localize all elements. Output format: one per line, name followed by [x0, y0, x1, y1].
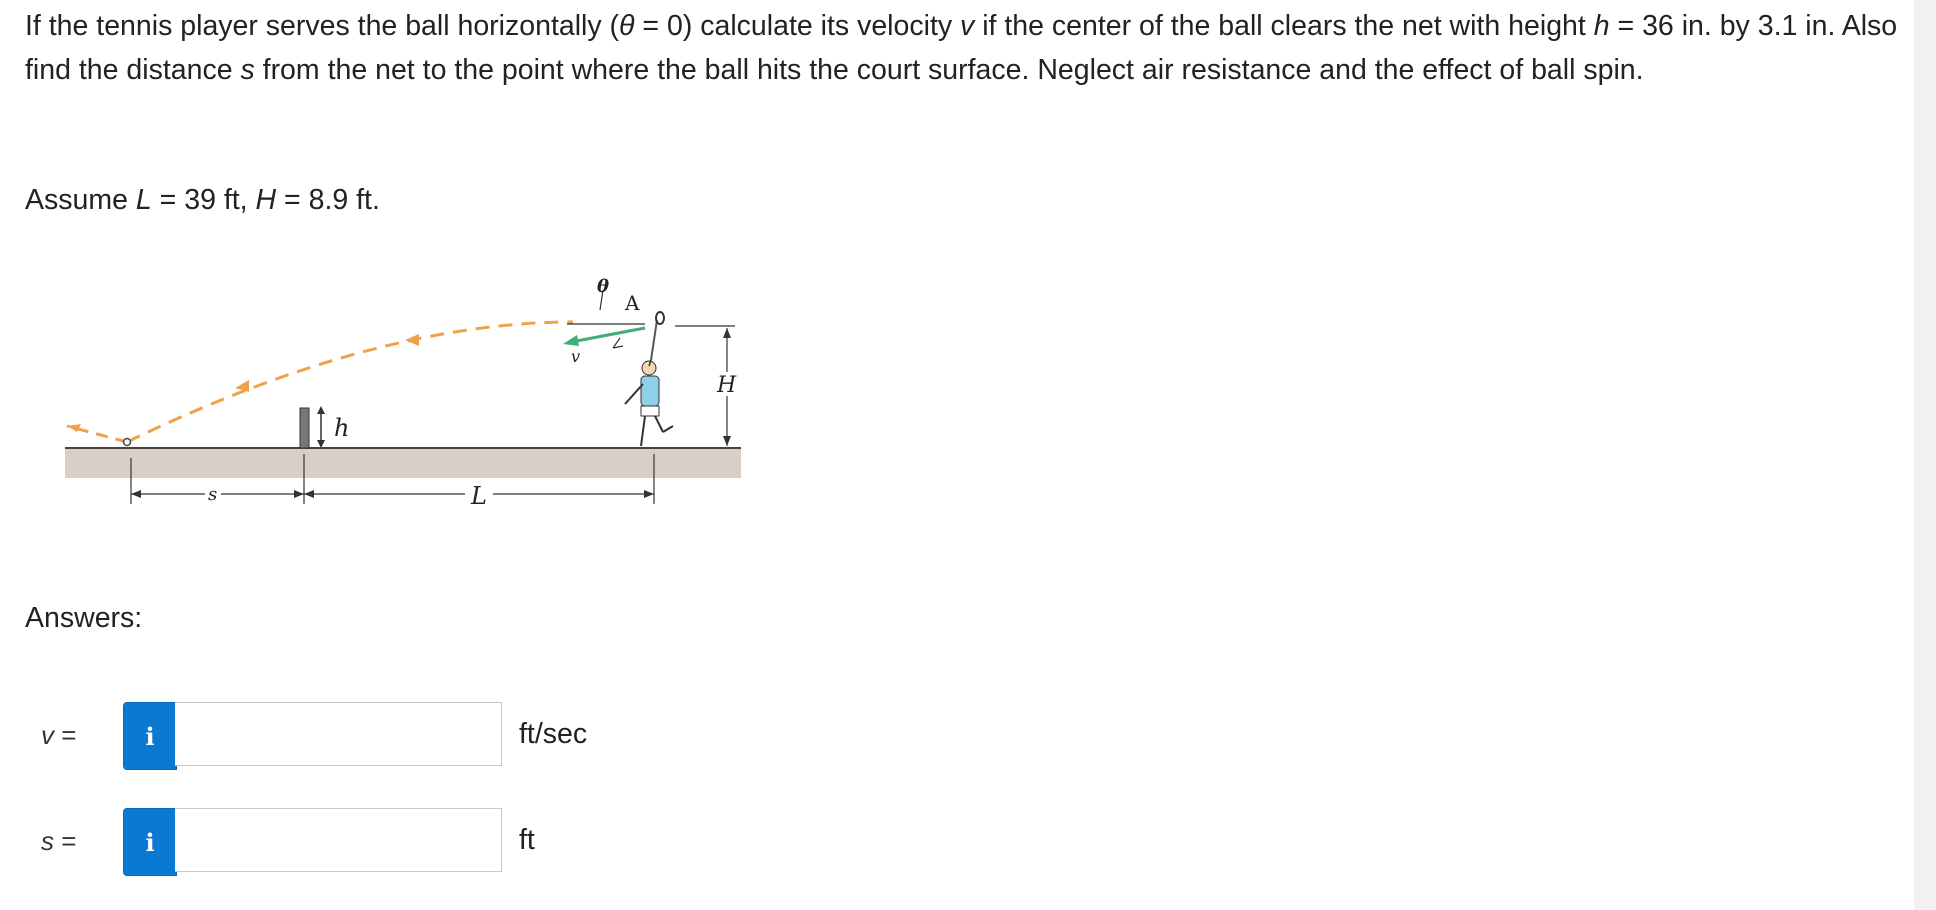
s-arrow-left: [131, 490, 141, 498]
racket-head: [656, 312, 664, 324]
question-text: [25, 4, 1905, 92]
L-label: L: [471, 482, 487, 510]
assumption-var-H: H: [255, 184, 277, 216]
question-text-part: = 36 in. by 3.1 in. Also find the distance: [25, 10, 1898, 86]
net-post: [300, 408, 309, 448]
s-arrow-right: [294, 490, 304, 498]
answer-label-v: [41, 718, 76, 752]
player-head: [642, 361, 656, 375]
court-ground: [65, 448, 741, 478]
assumption-part: Assume: [25, 184, 136, 216]
net-height-arrow-up: [317, 406, 325, 414]
net-height-arrow-down: [317, 440, 325, 448]
answer-var-v: v: [41, 720, 54, 750]
h-label: h: [334, 414, 350, 442]
L-arrow-left: [304, 490, 314, 498]
ball-impact-point: [124, 439, 131, 446]
H-arrow-down: [723, 436, 731, 446]
player-shorts: [641, 406, 659, 416]
info-button-s[interactable]: i: [123, 808, 177, 876]
question-text-part: from the net to the point where the ball hits the court surface. Neglect air resistance and the effect of ball spin.: [254, 54, 1644, 86]
assumption-part: = 39 ft,: [151, 184, 256, 216]
answer-input-s[interactable]: [175, 808, 502, 872]
question-text-part: = 0) calculate its velocity: [634, 10, 961, 42]
H-label: H: [717, 373, 737, 398]
assumption-part: = 8.9 ft.: [276, 184, 380, 216]
point-A-label: A: [625, 291, 640, 315]
player-leg: [641, 416, 645, 446]
answer-eq: =: [54, 720, 77, 750]
answer-input-v[interactable]: [175, 702, 502, 766]
player-leg: [655, 416, 663, 432]
player-leg: [663, 426, 673, 432]
unit-label-s: ft: [519, 824, 535, 856]
info-button-v[interactable]: i: [123, 702, 177, 770]
ball-trajectory: [127, 322, 573, 442]
question-var-h: h: [1593, 10, 1610, 42]
question-var-v: v: [960, 10, 975, 42]
v-label: v: [571, 347, 581, 366]
tennis-player: [625, 312, 673, 446]
answers-heading: Answers:: [25, 602, 143, 634]
question-var-theta: θ: [619, 10, 635, 42]
answer-row-s: [25, 808, 725, 874]
question-text-part: If the tennis player serves the ball horizontally (: [25, 10, 620, 42]
question-var-s: s: [240, 54, 255, 86]
velocity-arrow: [571, 328, 645, 342]
answer-label-s: [41, 824, 76, 858]
assumption-var-L: L: [135, 184, 152, 216]
racket-handle: [651, 320, 657, 360]
question-text-part: if the center of the ball clears the net with height: [974, 10, 1594, 42]
theta-label: θ: [597, 276, 610, 297]
H-arrow-up: [723, 328, 731, 338]
answer-var-s: s: [41, 826, 54, 856]
answer-row-v: [25, 702, 725, 768]
angle-marker: [613, 338, 623, 348]
s-label: s: [208, 484, 218, 505]
tennis-serve-figure: [45, 260, 745, 520]
L-arrow-right: [644, 490, 654, 498]
answer-eq: =: [54, 826, 77, 856]
player-arm: [625, 384, 643, 404]
unit-label-v: ft/sec: [519, 718, 588, 750]
trajectory-arrow-head: [405, 334, 419, 346]
assumption-text: [25, 178, 380, 222]
player-torso: [641, 376, 659, 406]
vertical-scrollbar[interactable]: [1914, 0, 1936, 910]
velocity-arrow-head: [563, 335, 579, 346]
